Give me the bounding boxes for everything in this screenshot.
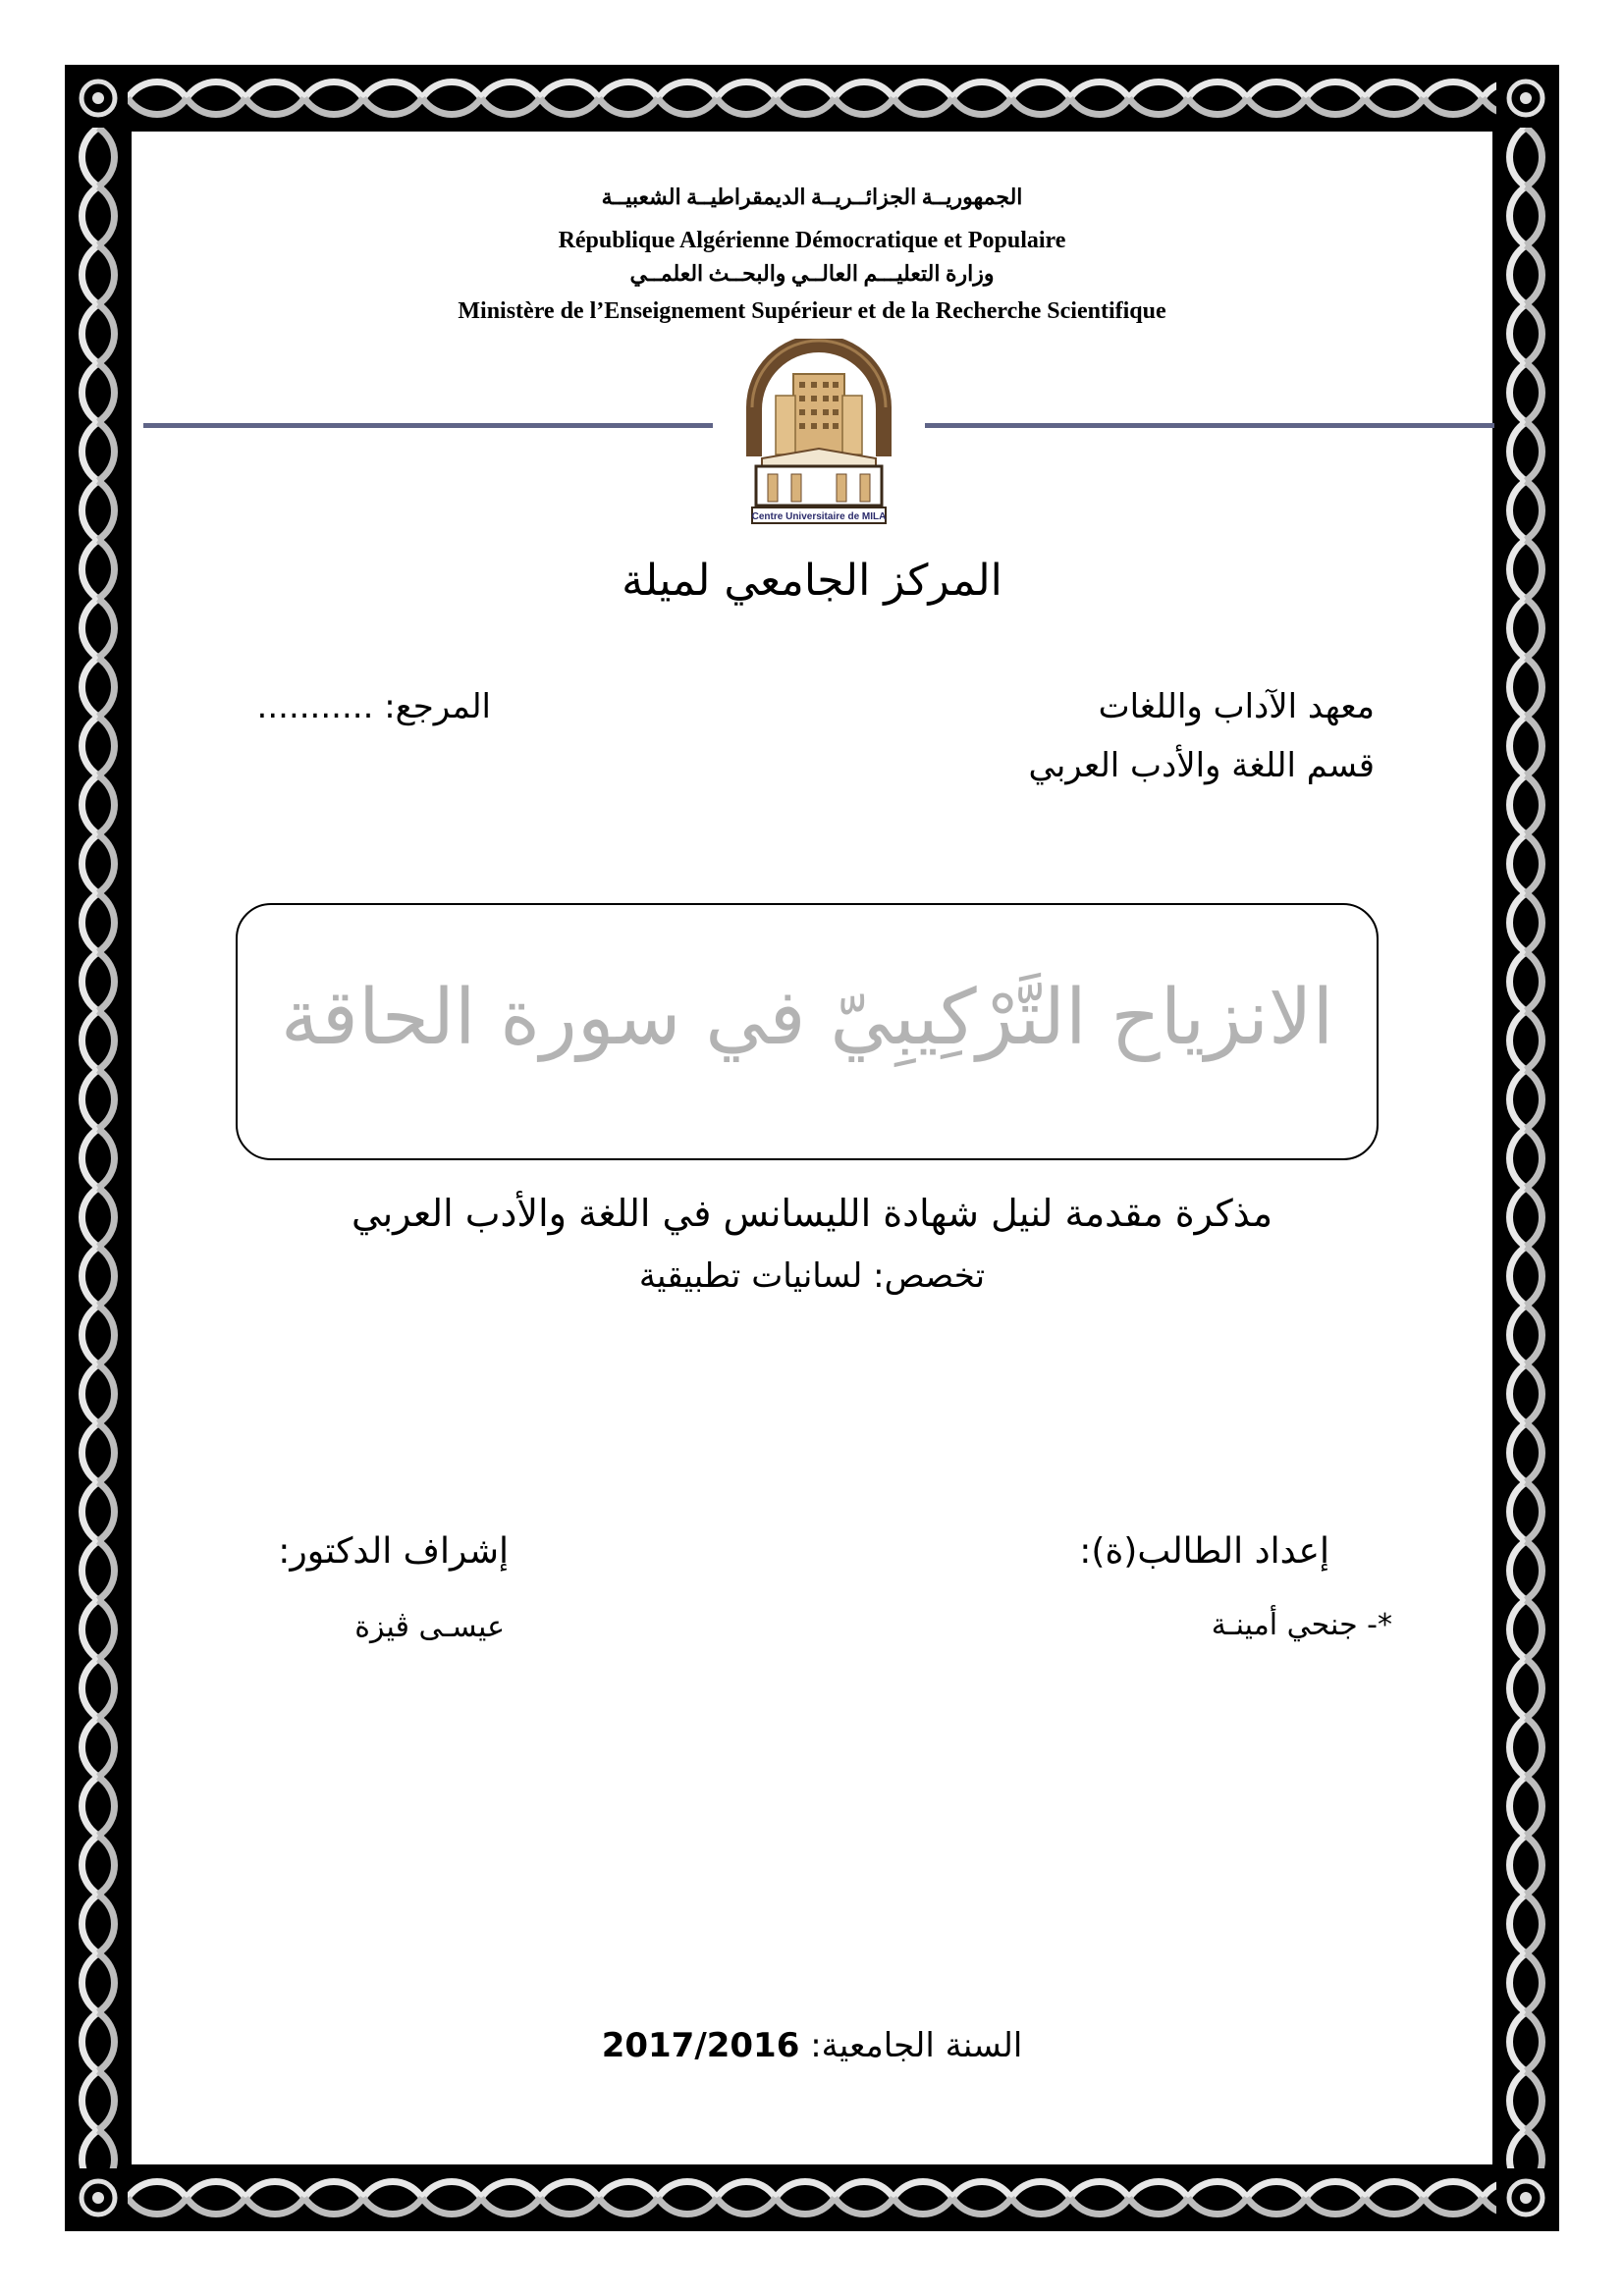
republic-name-arabic: الجمهوريــة الجزائــريــة الديمقراطيــة الشعبيــة xyxy=(601,185,1023,209)
thesis-purpose: مذكرة مقدمة لنيل شهادة الليسانس في اللغة والأدب العربي xyxy=(351,1192,1273,1235)
prepared-by-label: إعداد الطالب(ة): xyxy=(1079,1531,1329,1572)
academic-year-label: السنة الجامعية: xyxy=(810,2026,1023,2065)
corner-ornament-top-left xyxy=(69,69,128,128)
header-rule-right xyxy=(925,423,1494,428)
border-band-top xyxy=(69,69,1555,128)
corner-ornament-top-right xyxy=(1496,69,1555,128)
department-name: قسم اللغة والأدب العربي xyxy=(1028,746,1375,785)
student-name: *- جنحي أمينـة xyxy=(1211,1608,1392,1642)
supervisor-name: عيسـى ڤيزة xyxy=(354,1610,505,1644)
reference-field: المرجع: ........... xyxy=(256,687,491,726)
thesis-title-box xyxy=(236,903,1379,1160)
academic-year xyxy=(0,2026,1624,2065)
thesis-specialty: تخصص: لسانيات تطبيقية xyxy=(638,1256,986,1296)
republic-name-french: République Algérienne Démocratique et Populaire xyxy=(558,228,1066,253)
institute-name: معهد الآداب واللغات xyxy=(1098,687,1375,726)
border-band-bottom xyxy=(69,2168,1555,2227)
corner-ornament-bottom-left xyxy=(69,2168,128,2227)
academic-year-value: 2017/2016 xyxy=(601,2026,800,2065)
supervised-by-label: إشراف الدكتور: xyxy=(278,1531,509,1572)
corner-ornament-bottom-right xyxy=(1496,2168,1555,2227)
header-rule-left xyxy=(143,423,713,428)
ministry-name-arabic: وزارة التعليـــم العالــي والبحــث العلمــي xyxy=(629,261,995,286)
border-band-right xyxy=(1496,128,1555,2168)
university-center-name: المركز الجامعي لميلة xyxy=(622,556,1002,606)
thesis-title: الانزياح التَّرْكِيبِيّ في سورة الحاقة xyxy=(280,974,1334,1062)
ministry-name-french: Ministère de l’Enseignement Supérieur et de la Recherche Scientifique xyxy=(458,298,1166,324)
svg-text:Centre Universitaire de MILA: Centre Universitaire de MILA xyxy=(751,511,887,522)
border-band-left xyxy=(69,128,128,2168)
university-logo xyxy=(732,339,905,525)
